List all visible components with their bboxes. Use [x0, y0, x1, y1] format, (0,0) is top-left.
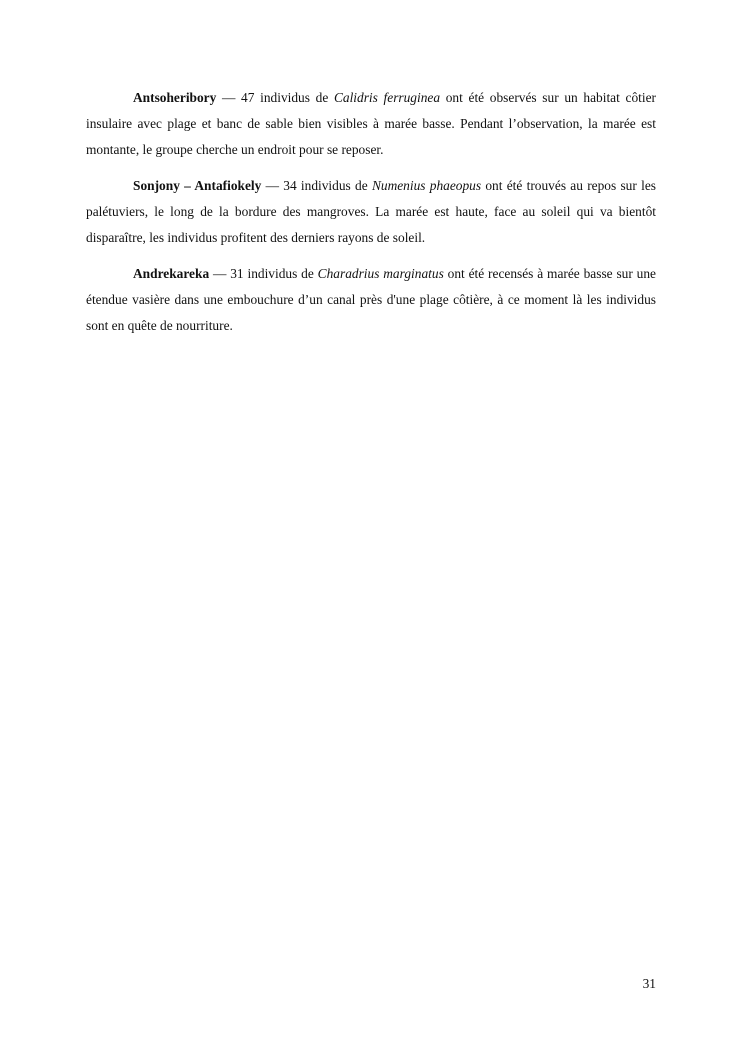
species-name: Calidris ferruginea — [333, 90, 441, 105]
count-text: — 47 individus de — [216, 90, 334, 105]
species-name: Charadrius marginatus — [317, 266, 444, 281]
description-text: ont été recensés à marée basse sur une étendue vasière dans une embouchure d’un canal près d'une plage côtière, à ce moment là les individus sont en quête de nourriture. — [86, 266, 656, 333]
site-name: Antsoheribory — [133, 90, 217, 105]
description-text: ont été observés sur un habitat côtier insulaire avec plage et banc de sable bien visibles à marée basse. Pendant l’observation, la marée est montante, le groupe cherche un endroit pour se reposer. — [86, 90, 656, 157]
species-name: Numenius phaeopus — [371, 178, 482, 193]
count-text: — 31 individus de — [209, 266, 318, 281]
body-text — [86, 85, 656, 349]
paragraph-antsoheribory — [86, 85, 656, 163]
count-text: — 34 individus de — [261, 178, 372, 193]
site-name: Andrekareka — [133, 266, 210, 281]
site-name: Sonjony – Antafiokely — [133, 178, 262, 193]
description-text: ont été trouvés au repos sur les palétuviers, le long de la bordure des mangroves. La marée est haute, face au soleil qui va bientôt disparaître, les individus profitent des derniers rayons de soleil. — [86, 178, 656, 245]
paragraph-sonjony-antafiokely — [86, 173, 656, 251]
page-number: 31 — [642, 976, 656, 991]
paragraph-andrekareka — [86, 261, 656, 339]
